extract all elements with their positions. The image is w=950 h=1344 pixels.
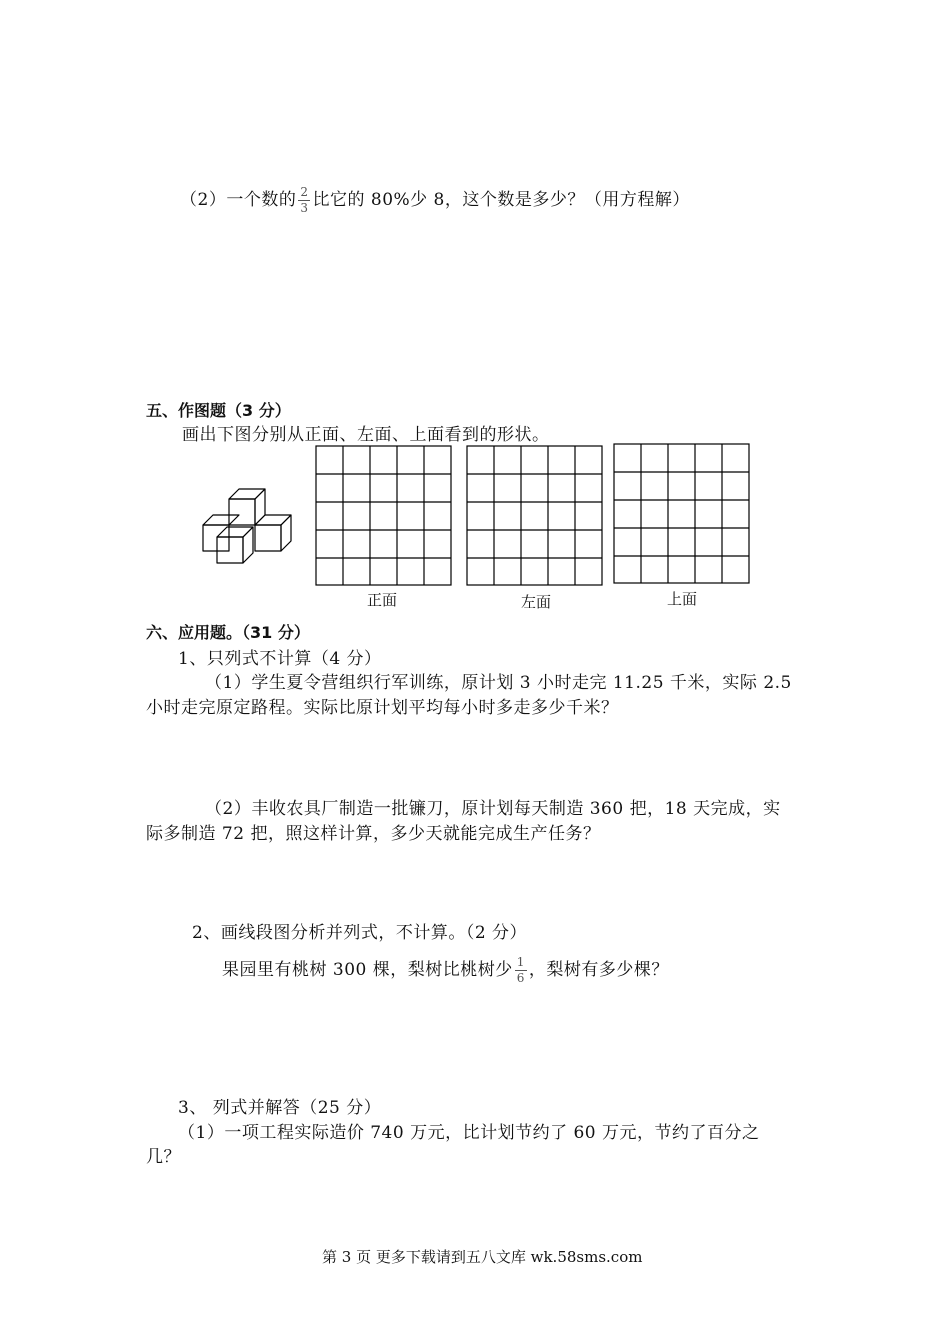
part-3-heading: 3、 列式并解答（25 分） (178, 1098, 382, 1118)
fraction-numerator: 2 (300, 185, 309, 199)
fraction-denominator: 3 (300, 201, 309, 215)
part-1-q2-line1: （2）丰收农具厂制造一批镰刀，原计划每天制造 360 把，18 天完成，实 (205, 799, 781, 819)
part-2-question (222, 955, 669, 986)
page-footer: 第 3 页 更多下载请到五八文库 wk.58sms.com (322, 1248, 643, 1266)
cube-stack-drawing (195, 485, 305, 565)
question-text: （2）一个数的 (180, 190, 297, 210)
part-2-heading: 2、画线段图分析并列式，不计算。（2 分） (192, 923, 528, 943)
part-1-heading: 1、只列式不计算（4 分） (178, 649, 382, 669)
fraction-numerator: 1 (516, 955, 525, 969)
grid-left-view (466, 445, 604, 587)
part-1-q1-line2: 小时走完原定路程。实际比原计划平均每小时多走多少千米？ (146, 698, 619, 718)
question-text: ，梨树有多少棵？ (528, 960, 669, 980)
question-text: 果园里有桃树 300 棵，梨树比桃树少 (222, 960, 513, 980)
section-5-instruction: 画出下图分别从正面、左面、上面看到的形状。 (182, 425, 550, 445)
grid-top-view (613, 443, 751, 585)
part-1-q2-line2: 际多制造 72 把，照这样计算，多少天就能完成生产任务？ (146, 824, 601, 844)
question-5-2 (180, 185, 690, 216)
section-6-title: 六、应用题。（31 分） (146, 623, 310, 642)
fraction (515, 955, 527, 986)
part-1-q1-line1: （1）学生夏令营组织行军训练，原计划 3 小时走完 11.25 千米，实际 2.5 (205, 673, 792, 693)
fraction-denominator: 6 (516, 971, 525, 985)
part-3-q1-line1: （1）一项工程实际造价 740 万元，比计划节约了 60 万元，节约了百分之 (178, 1123, 760, 1143)
label-front: 正面 (367, 591, 398, 609)
part-3-q1-line2: 几？ (146, 1147, 181, 1167)
grid-front-view (315, 445, 453, 587)
fraction (298, 185, 310, 216)
label-top: 上面 (667, 590, 698, 608)
label-left: 左面 (521, 593, 552, 611)
question-text: 比它的 80%少 8，这个数是多少？（用方程解） (312, 190, 690, 210)
section-5-title: 五、作图题（3 分） (146, 401, 291, 420)
